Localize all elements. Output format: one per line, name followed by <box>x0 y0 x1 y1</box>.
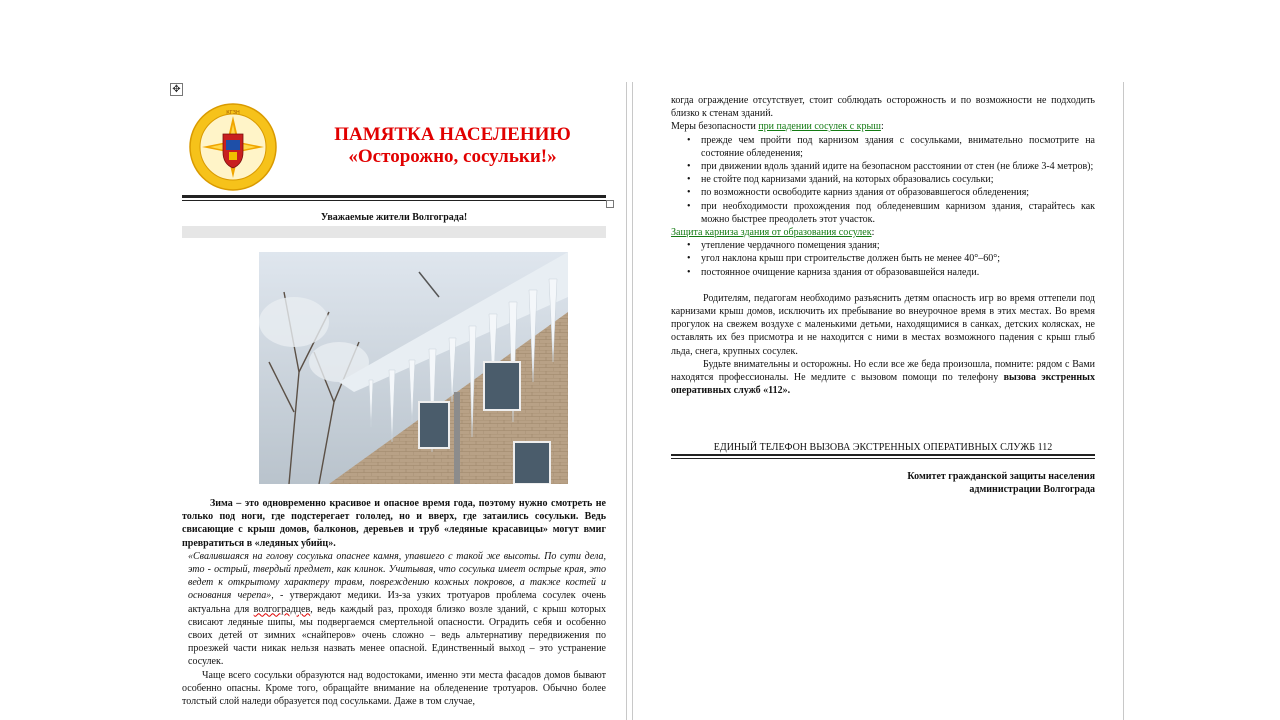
right-body <box>671 94 1095 397</box>
icicles-photo <box>259 252 568 484</box>
document-page-right <box>632 82 1124 720</box>
quote-tail-a: - утверждают медики. Из-за узких тротуаров проблема сосулек очень актуальна для <box>188 590 606 615</box>
shaded-row <box>182 226 606 238</box>
list-item: • не стойте под карнизами зданий, на которых образовались сосульки; <box>701 173 1095 186</box>
protect-suffix: : <box>871 227 875 239</box>
signature-line-2: администрации Волгограда <box>969 484 1095 495</box>
list-item: • утепление чердачного помещения здания; <box>701 239 1095 252</box>
paragraph-3: Чаще всего сосульки образуются над водостоками, именно эти места фасадов домов бывают особенно опасны. Кроме того, обращайте внимание на обледенение тротуаров. Обычно более толстый слой наледи образуется под сосульками. Даже в том случае, <box>182 669 606 708</box>
measures-suffix: : <box>880 121 884 133</box>
title-line-1: ПАМЯТКА НАСЕЛЕНИЮ <box>334 124 571 145</box>
document-page-left <box>168 82 627 720</box>
table-resize-handle[interactable] <box>606 200 614 208</box>
title-line-2: «Осторожно, сосульки!» <box>348 146 557 167</box>
quote-tail-b: , ведь каждый раз, проходя близко возле зданий, с крыш которых свисают ледяные шипы, мы подвергаемся смертельной опасности. Оградить себя и особенно своих детей от зимних «снайперов» очень сложно – ведь альтернативу передвижения по проезжей части никак нельзя назвать менее опасной. Единственный выход – это устранение сосулек. <box>188 603 606 668</box>
signature-block <box>671 470 1095 496</box>
document-title <box>290 124 615 168</box>
continued-text: когда ограждение отсутствует, стоит соблюдать осторожность и по возможности не подходить близко к стенам зданий. <box>671 95 1095 120</box>
emergency-phone-line: ЕДИНЫЙ ТЕЛЕФОН ВЫЗОВА ЭКСТРЕННЫХ ОПЕРАТИВНЫХ СЛУЖБ 112 <box>713 442 1053 453</box>
protect-heading <box>671 226 1095 239</box>
list-item: • прежде чем пройти под карнизом здания с сосульками, внимательно посмотрите на состояние обледенения; <box>701 134 1095 160</box>
careful-bold: вызова экстренных оперативных служб «112». <box>671 372 1095 397</box>
measures-prefix: Меры безопасности <box>671 121 759 133</box>
spacer <box>671 279 1095 292</box>
body-section <box>182 497 606 708</box>
list-item: • по возможности освободите карниз здания от образовавшегося обледенения; <box>701 186 1095 199</box>
spellcheck-word[interactable]: волгоградцев <box>253 603 311 615</box>
header-rule-thin <box>182 200 606 201</box>
emblem-caption: КГЗН <box>226 110 240 116</box>
phone-rule-thick <box>671 454 1095 456</box>
protect-list <box>671 239 1095 279</box>
quote-paragraph <box>182 550 606 669</box>
list-item: • постоянное очищение карниза здания от образовавшейся наледи. <box>701 266 1095 279</box>
header-rule-thick <box>182 195 606 198</box>
greeting: Уважаемые жители Волгограда! <box>320 212 468 223</box>
signature-line-1: Комитет гражданской защиты населения <box>907 471 1095 482</box>
measures-heading <box>671 120 1095 133</box>
measures-list <box>671 134 1095 226</box>
civil-defense-emblem <box>188 102 278 192</box>
protect-link[interactable]: Защита карниза здания от образования сосулек <box>671 227 872 239</box>
parents-paragraph: Родителям, педагогам необходимо разъяснить детям опасность игр во время оттепели под карнизами крыш домов, исключить их пребывание во внеурочное время в этих местах. Во время прогулок на свежем воздухе с маленькими детьми, находящимися в санках, детских колясках, не оставлять их без присмотра и не находится с ними в местах возможного падения с крыш глыб льда, снега, крупных сосулек. <box>671 292 1095 357</box>
list-item: • при необходимости прохождения под обледеневшим карнизом здания, старайтесь как можно быстрее преодолеть этот участок. <box>701 200 1095 226</box>
careful-paragraph <box>671 358 1095 398</box>
list-item: • угол наклона крыш при строительстве должен быть не менее 40°–60°; <box>701 252 1095 265</box>
phone-rule-thin <box>671 458 1095 459</box>
measures-link[interactable]: при падении сосулек с крыш <box>758 121 881 133</box>
careful-text: Будьте внимательны и осторожны. Но если все же беда произошла, помните: рядом с Вами находятся профессионалы. Не медлите с вызовом помощи по телефону <box>671 358 1095 384</box>
list-item: • при движении вдоль зданий идите на безопасном расстоянии от стен (не ближе 3-4 метров); <box>701 160 1095 173</box>
intro-paragraph: Зима – это одновременно красивое и опасное время года, поэтому нужно смотреть не только под ноги, где подстерегает гололед, но и вверх, где затаились сосульки. Ведь свисающие с крыш домов, балконов, деревьев и труб «ледяные красавицы» могут вмиг превратиться в «ледяных убийц». <box>182 498 606 549</box>
table-move-handle-icon[interactable]: ✥ <box>170 83 183 96</box>
quote-text: «Свалившаяся на голову сосулька опаснее камня, упавшего с такой же высоты. По сути дела, это - острый, твердый предмет, как клинок. Учитывая, что сосулька имеет острые края, это ведет к открытому характеру травм, повреждению кожных покровов, а также костей и основания черепа», <box>188 550 606 602</box>
